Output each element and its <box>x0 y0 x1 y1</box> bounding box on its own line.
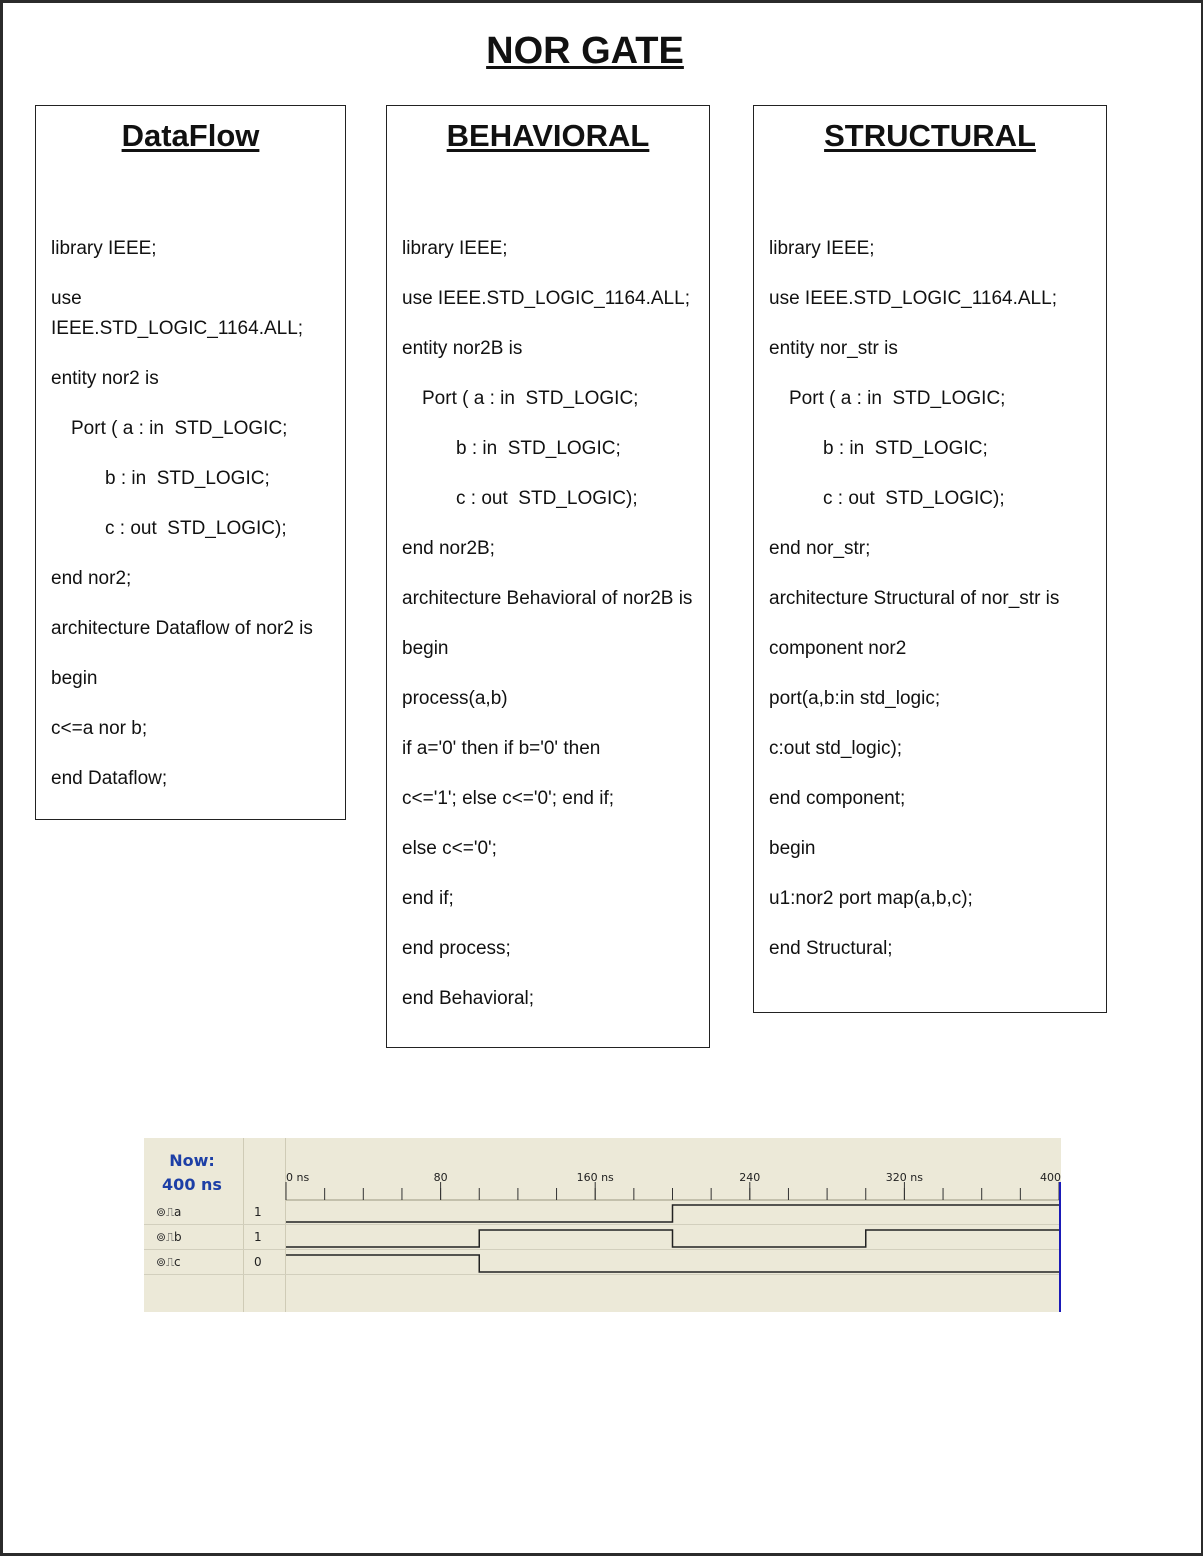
code-line: end Structural; <box>769 938 893 959</box>
code-line: c<=a nor b; <box>51 718 148 739</box>
code-line: Port ( a : in STD_LOGIC; <box>71 418 288 439</box>
code-line: end Dataflow; <box>51 768 168 789</box>
code-line: entity nor_str is <box>769 338 898 359</box>
now-label: Now: <box>169 1151 215 1170</box>
code-line: library IEEE; <box>769 238 875 259</box>
code-line: entity nor2B is <box>402 338 523 359</box>
behavioral-heading: BEHAVIORAL <box>446 118 650 153</box>
code-line: use IEEE.STD_LOGIC_1164.ALL; <box>769 288 1057 309</box>
code-line: b : in STD_LOGIC; <box>456 438 621 459</box>
code-line: architecture Behavioral of nor2B is <box>402 588 693 609</box>
code-line: Port ( a : in STD_LOGIC; <box>789 388 1006 409</box>
code-line: end if; <box>402 888 454 909</box>
signal-trace-a <box>286 1205 1059 1222</box>
signal-icon: ⊚⎍ <box>156 1255 175 1269</box>
code-line: u1:nor2 port map(a,b,c); <box>769 888 973 909</box>
dataflow-column <box>35 105 346 820</box>
code-line: c : out STD_LOGIC); <box>105 518 287 539</box>
code-line: port(a,b:in std_logic; <box>769 688 941 709</box>
structural-column <box>753 105 1107 1013</box>
code-line: b : in STD_LOGIC; <box>105 468 270 489</box>
code-line: end nor2; <box>51 568 132 589</box>
code-line: begin <box>51 668 98 689</box>
code-line: end component; <box>769 788 906 809</box>
signal-trace-b <box>286 1230 1059 1247</box>
code-line: else c<='0'; <box>402 838 497 859</box>
code-line: if a='0' then if b='0' then <box>402 738 601 759</box>
code-line: c : out STD_LOGIC); <box>456 488 638 509</box>
behavioral-column <box>386 105 710 1048</box>
page-title: NOR GATE <box>486 30 684 72</box>
signal-value: 1 <box>254 1230 262 1244</box>
signal-icon: ⊚⎍ <box>156 1230 175 1244</box>
code-line: end nor_str; <box>769 538 871 559</box>
code-line: component nor2 <box>769 638 907 659</box>
code-line: architecture Dataflow of nor2 is <box>51 618 313 639</box>
code-line: entity nor2 is <box>51 368 159 389</box>
signal-value: 1 <box>254 1205 262 1219</box>
signal-icon: ⊚⎍ <box>156 1205 175 1219</box>
code-line: c:out std_logic); <box>769 738 903 759</box>
ruler-tick-label: 400 <box>1040 1171 1061 1184</box>
dataflow-heading: DataFlow <box>121 118 260 153</box>
signal-name: a <box>174 1205 182 1219</box>
ruler-tick-label: 160 ns <box>576 1171 614 1184</box>
now-value: 400 ns <box>162 1175 222 1194</box>
code-line: end nor2B; <box>402 538 495 559</box>
code-line: c<='1'; else c<='0'; end if; <box>402 788 615 809</box>
signal-name: c <box>174 1255 181 1269</box>
code-line: c : out STD_LOGIC); <box>823 488 1005 509</box>
code-line: process(a,b) <box>402 688 508 709</box>
ruler-tick-label: 320 ns <box>885 1171 924 1184</box>
code-line: library IEEE; <box>51 238 157 259</box>
code-line: end process; <box>402 938 511 959</box>
code-line: Port ( a : in STD_LOGIC; <box>422 388 639 409</box>
ruler-tick-label: 0 ns <box>286 1171 310 1184</box>
signal-value: 0 <box>254 1255 262 1269</box>
structural-heading: STRUCTURAL <box>824 118 1036 153</box>
code-line: end Behavioral; <box>402 988 535 1009</box>
code-line: begin <box>769 838 816 859</box>
code-line: library IEEE; <box>402 238 508 259</box>
waveform-plot <box>144 1138 1061 1312</box>
signal-trace-c <box>286 1255 1059 1272</box>
waveform-viewer <box>144 1138 1061 1312</box>
ruler-tick-label: 240 <box>739 1171 761 1184</box>
code-line: use IEEE.STD_LOGIC_1164.ALL; <box>51 288 304 339</box>
code-line: begin <box>402 638 449 659</box>
code-line: use IEEE.STD_LOGIC_1164.ALL; <box>402 288 690 309</box>
code-line: b : in STD_LOGIC; <box>823 438 988 459</box>
behavioral-code <box>402 234 697 1034</box>
dataflow-code <box>51 234 333 814</box>
code-line: architecture Structural of nor_str is <box>769 588 1060 609</box>
structural-code <box>769 234 1094 984</box>
ruler-tick-label: 80 <box>433 1171 448 1184</box>
signal-name: b <box>174 1230 182 1244</box>
